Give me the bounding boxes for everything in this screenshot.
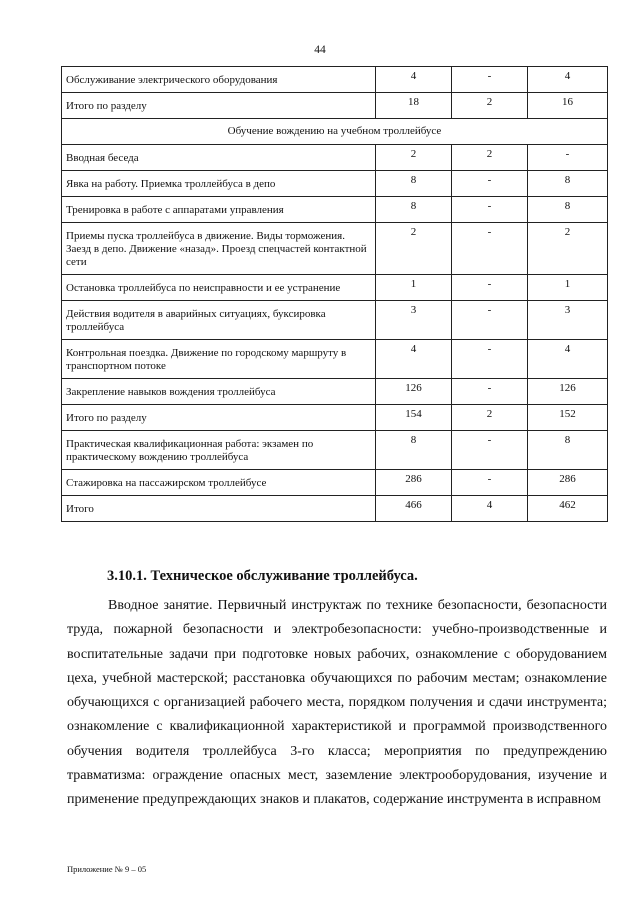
topic-cell: Явка на работу. Приемка троллейбуса в депо (62, 171, 376, 197)
hours-practice-cell: 152 (528, 405, 608, 431)
table-row (62, 145, 608, 171)
table-section-row (62, 119, 608, 145)
table-row (62, 470, 608, 496)
hours-total-cell: 4 (376, 340, 452, 379)
hours-theory-cell: - (452, 470, 528, 496)
hours-total-cell: 8 (376, 431, 452, 470)
hours-practice-cell: - (528, 145, 608, 171)
hours-total-cell: 1 (376, 275, 452, 301)
hours-total-cell: 18 (376, 93, 452, 119)
hours-theory-cell: 2 (452, 93, 528, 119)
hours-practice-cell: 286 (528, 470, 608, 496)
table-row (62, 301, 608, 340)
table-row (62, 275, 608, 301)
hours-theory-cell: - (452, 67, 528, 93)
table-row (62, 67, 608, 93)
table-row (62, 431, 608, 470)
hours-practice-cell: 4 (528, 340, 608, 379)
hours-total-cell: 154 (376, 405, 452, 431)
hours-theory-cell: - (452, 379, 528, 405)
table-row (62, 223, 608, 275)
table-row (62, 496, 608, 522)
hours-total-cell: 4 (376, 67, 452, 93)
page-number: 44 (314, 44, 326, 56)
hours-theory-cell: - (452, 301, 528, 340)
topic-cell: Остановка троллейбуса по неисправности и ее устранение (62, 275, 376, 301)
hours-table (61, 66, 608, 522)
hours-total-cell: 2 (376, 145, 452, 171)
table-row (62, 197, 608, 223)
topic-cell: Стажировка на пассажирском троллейбусе (62, 470, 376, 496)
topic-cell: Практическая квалификационная работа: экзамен по практическому вождению троллейбуса (62, 431, 376, 470)
page-footer: Приложение № 9 – 05 (67, 864, 147, 874)
hours-total-cell: 466 (376, 496, 452, 522)
hours-theory-cell: - (452, 431, 528, 470)
table-row (62, 379, 608, 405)
table-row (62, 93, 608, 119)
topic-cell: Закрепление навыков вождения троллейбуса (62, 379, 376, 405)
table-row (62, 340, 608, 379)
hours-practice-cell: 8 (528, 431, 608, 470)
table-row (62, 171, 608, 197)
hours-theory-cell: - (452, 171, 528, 197)
hours-practice-cell: 8 (528, 171, 608, 197)
topic-cell: Итого по разделу (62, 93, 376, 119)
hours-total-cell: 8 (376, 171, 452, 197)
hours-practice-cell: 1 (528, 275, 608, 301)
hours-practice-cell: 3 (528, 301, 608, 340)
table-row (62, 405, 608, 431)
topic-cell: Приемы пуска троллейбуса в движение. Виды торможения. Заезд в депо. Движение «назад». Проезд спецчастей контактной сети (62, 223, 376, 275)
topic-cell: Действия водителя в аварийных ситуациях, буксировка троллейбуса (62, 301, 376, 340)
hours-practice-cell: 16 (528, 93, 608, 119)
hours-theory-cell: 2 (452, 145, 528, 171)
section-heading: 3.10.1. Техническое обслуживание троллейбуса. (107, 568, 418, 584)
topic-cell: Итого по разделу (62, 405, 376, 431)
topic-cell: Тренировка в работе с аппаратами управления (62, 197, 376, 223)
hours-practice-cell: 2 (528, 223, 608, 275)
hours-total-cell: 8 (376, 197, 452, 223)
section-title: Обучение вождению на учебном троллейбусе (62, 119, 608, 145)
hours-practice-cell: 4 (528, 67, 608, 93)
topic-cell: Вводная беседа (62, 145, 376, 171)
hours-theory-cell: - (452, 197, 528, 223)
topic-cell: Итого (62, 496, 376, 522)
hours-total-cell: 126 (376, 379, 452, 405)
hours-theory-cell: - (452, 340, 528, 379)
hours-practice-cell: 126 (528, 379, 608, 405)
body-paragraph: Вводное занятие. Первичный инструктаж по технике безопасности, безопасности труда, пожарной безопасности и электробезопасности: учебно-производственные и воспитательные задачи при подготовке новых рабочих, ознакомление с оборудованием цеха, учебной мастерской; расстановка обучающихся по рабочим местам; ознакомление обучающихся с организацией рабочего места, порядком получения и сдачи инструмента; ознакомление с квалификационной характеристикой и программой производственного обучения водителя троллейбуса 3-го класса; мероприятия по предупреждению травматизма: ограждение опасных мест, заземление электрооборудования, изучение и применение предупреждающих знаков и плакатов, содержание инструмента в исправном (67, 598, 607, 808)
hours-total-cell: 286 (376, 470, 452, 496)
hours-theory-cell: - (452, 223, 528, 275)
hours-theory-cell: 2 (452, 405, 528, 431)
table-body (62, 67, 608, 522)
topic-cell: Обслуживание электрического оборудования (62, 67, 376, 93)
hours-total-cell: 2 (376, 223, 452, 275)
hours-total-cell: 3 (376, 301, 452, 340)
hours-practice-cell: 462 (528, 496, 608, 522)
topic-cell: Контрольная поездка. Движение по городскому маршруту в транспортном потоке (62, 340, 376, 379)
hours-theory-cell: - (452, 275, 528, 301)
hours-practice-cell: 8 (528, 197, 608, 223)
hours-theory-cell: 4 (452, 496, 528, 522)
